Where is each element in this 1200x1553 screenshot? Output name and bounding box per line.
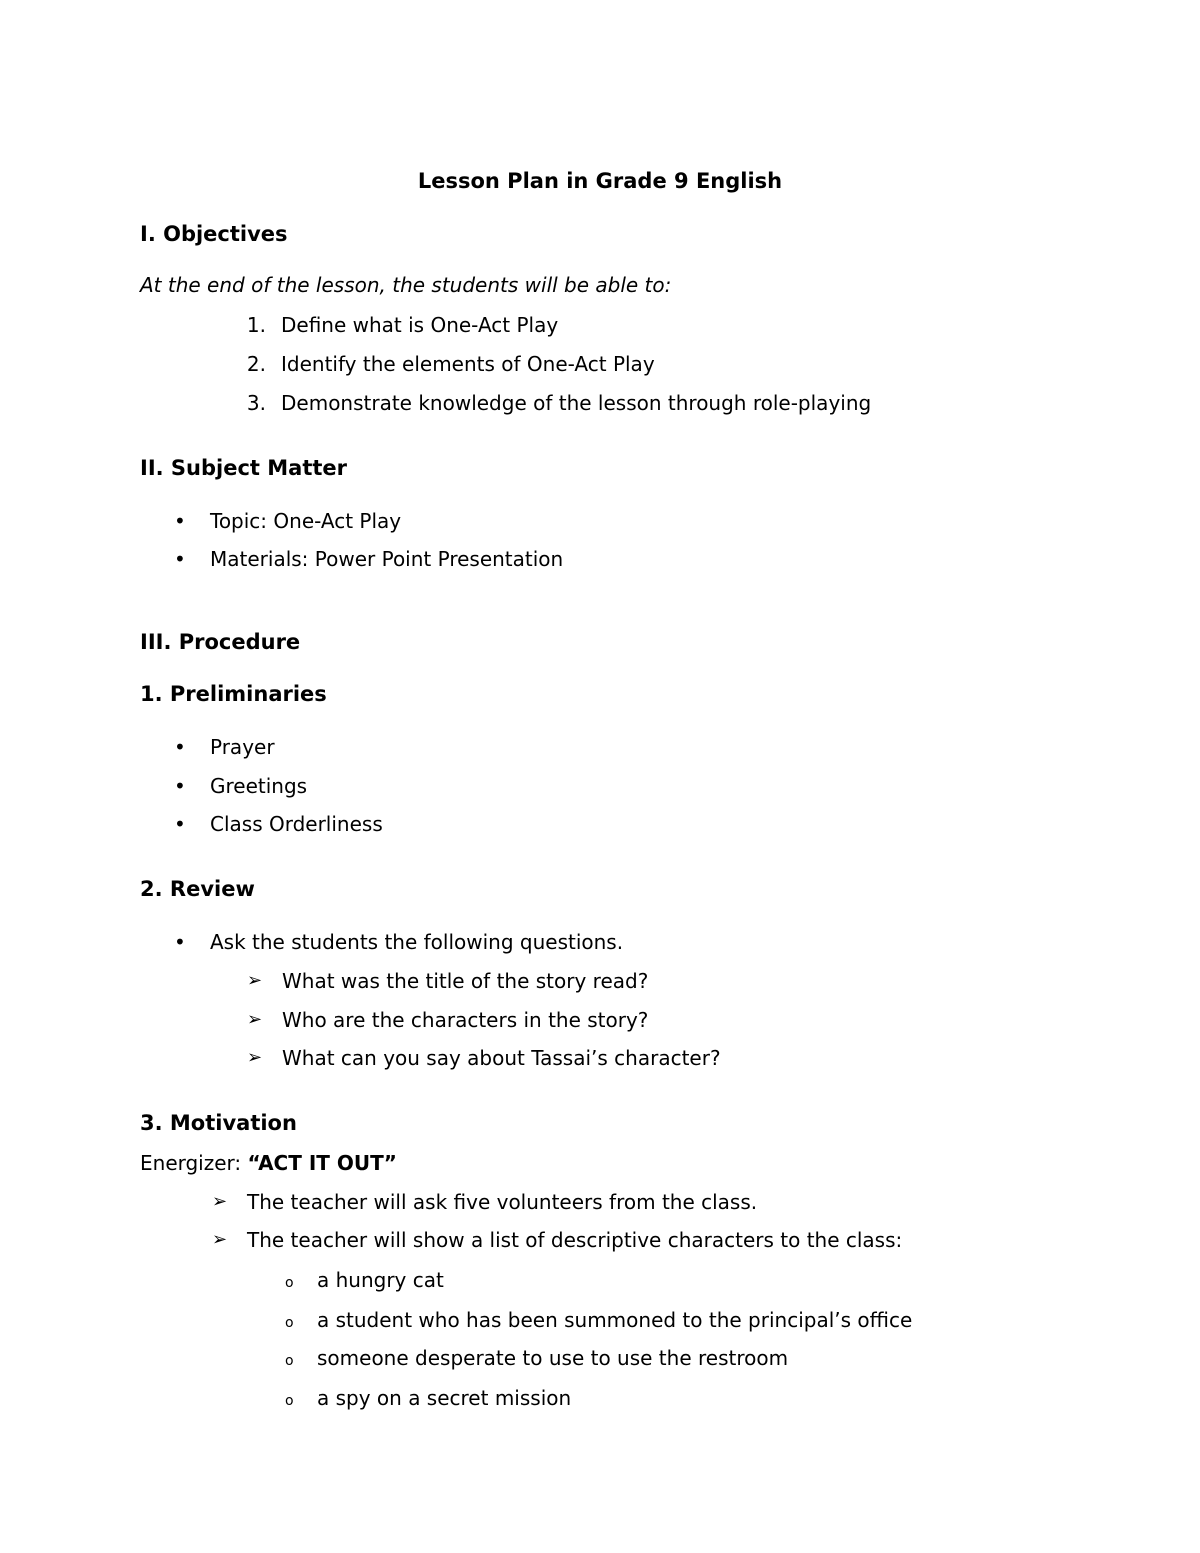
list-number: 2. <box>246 352 266 376</box>
preliminary-item: Greetings <box>210 774 308 798</box>
character-item: a hungry cat <box>317 1268 444 1292</box>
list-number: 3. <box>246 391 266 415</box>
review-item: Ask the students the following questions. <box>210 930 624 954</box>
energizer-line <box>140 1153 397 1173</box>
objectives-intro: At the end of the lesson, the students will be able to: <box>140 273 672 297</box>
procedure-heading: III. Procedure <box>140 630 301 654</box>
circle-bullet-icon: o <box>285 1275 294 1291</box>
motivation-heading: 3. Motivation <box>140 1111 297 1135</box>
preliminary-item: Prayer <box>210 735 275 759</box>
objective-item: Identify the elements of One-Act Play <box>281 352 655 376</box>
objective-item: Define what is One-Act Play <box>281 313 559 337</box>
list-number: 1. <box>246 313 266 337</box>
arrow-bullet-icon: ➢ <box>247 1047 263 1068</box>
preliminaries-heading: 1. Preliminaries <box>140 682 327 706</box>
circle-bullet-icon: o <box>285 1393 294 1409</box>
energizer-label: Energizer: <box>140 1151 248 1175</box>
character-item: a spy on a secret mission <box>317 1386 572 1410</box>
character-item: a student who has been summoned to the principal’s office <box>317 1308 913 1332</box>
preliminary-item: Class Orderliness <box>210 812 383 836</box>
arrow-bullet-icon: ➢ <box>247 1009 263 1030</box>
objective-item: Demonstrate knowledge of the lesson through role-playing <box>281 391 872 415</box>
circle-bullet-icon: o <box>285 1353 294 1369</box>
review-heading: 2. Review <box>140 877 255 901</box>
subject-matter-heading: II. Subject Matter <box>140 456 348 480</box>
arrow-bullet-icon: ➢ <box>212 1229 228 1250</box>
motivation-step: The teacher will ask five volunteers from the class. <box>247 1190 758 1214</box>
bullet-icon: • <box>174 812 186 836</box>
character-item: someone desperate to use to use the restroom <box>317 1346 789 1370</box>
page-title: Lesson Plan in Grade 9 English <box>417 169 783 193</box>
bullet-icon: • <box>174 774 186 798</box>
review-question: What was the title of the story read? <box>282 969 649 993</box>
review-question: What can you say about Tassai’s character? <box>282 1046 721 1070</box>
bullet-icon: • <box>174 735 186 759</box>
arrow-bullet-icon: ➢ <box>212 1191 228 1212</box>
bullet-icon: • <box>174 547 186 571</box>
bullet-icon: • <box>174 930 186 954</box>
circle-bullet-icon: o <box>285 1315 294 1331</box>
subject-item: Topic: One-Act Play <box>210 509 402 533</box>
objectives-heading: I. Objectives <box>140 222 288 246</box>
subject-item: Materials: Power Point Presentation <box>210 547 564 571</box>
review-question: Who are the characters in the story? <box>282 1008 649 1032</box>
energizer-name: “ACT IT OUT” <box>247 1151 397 1175</box>
arrow-bullet-icon: ➢ <box>247 970 263 991</box>
bullet-icon: • <box>174 509 186 533</box>
motivation-step: The teacher will show a list of descriptive characters to the class: <box>247 1228 903 1252</box>
